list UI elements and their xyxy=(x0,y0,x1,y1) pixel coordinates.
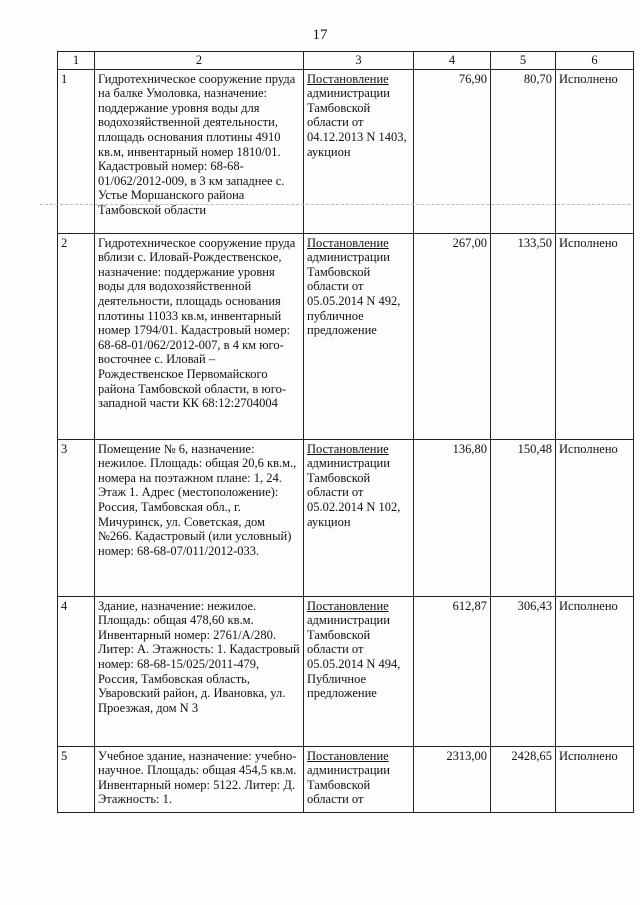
column-header: 4 xyxy=(414,52,491,70)
decree-title: Постановление xyxy=(307,235,389,250)
register-table xyxy=(57,51,634,813)
decree-title: Постановление xyxy=(307,598,389,613)
status-cell: Исполнено xyxy=(556,439,634,596)
scan-artifact-dashed-line xyxy=(40,204,630,205)
row-number: 1 xyxy=(58,69,95,233)
value-col4: 76,90 xyxy=(414,69,491,233)
value-col5: 150,48 xyxy=(491,439,556,596)
value-col5: 80,70 xyxy=(491,69,556,233)
column-header: 2 xyxy=(95,52,304,70)
decree-reference xyxy=(304,746,414,812)
value-col5: 133,50 xyxy=(491,233,556,439)
status-cell: Исполнено xyxy=(556,596,634,746)
table-row xyxy=(58,69,634,233)
column-header: 6 xyxy=(556,52,634,70)
table-header-row xyxy=(58,52,634,70)
object-description: Гидротехническое сооружение пруда на балке Умоловка, назначение: поддержание уровня воды для водохозяйственной деятельности, площадь основания плотины 4910 кв.м, инвентарный номер 1810/01. Кадастровый номер: 68-68-01/062/2012-009, в 3 км западнее с. Устье Моршанского района Тамбовской области xyxy=(95,69,304,233)
column-header: 1 xyxy=(58,52,95,70)
status-cell: Исполнено xyxy=(556,233,634,439)
value-col4: 136,80 xyxy=(414,439,491,596)
status-cell: Исполнено xyxy=(556,69,634,233)
table-row xyxy=(58,596,634,746)
table-row xyxy=(58,439,634,596)
row-number: 5 xyxy=(58,746,95,812)
row-number: 4 xyxy=(58,596,95,746)
decree-reference xyxy=(304,439,414,596)
decree-details: администрации Тамбовской области от 05.02.2014 N 102, аукцион xyxy=(307,456,401,529)
decree-details: администрации Тамбовской области от 05.05.2014 N 492, публичное предложение xyxy=(307,250,401,338)
object-description: Учебное здание, назначение: учебно-научное. Площадь: общая 454,5 кв.м. Инвентарный номер: 5122. Литер: Д. Этажность: 1. xyxy=(95,746,304,812)
decree-title: Постановление xyxy=(307,748,389,763)
decree-reference xyxy=(304,69,414,233)
decree-title: Постановление xyxy=(307,441,389,456)
status-cell: Исполнено xyxy=(556,746,634,812)
table-row xyxy=(58,746,634,812)
object-description: Гидротехническое сооружение пруда вблизи с. Иловай-Рождественское, назначение: поддержание уровня воды для водохозяйственной деятельности, площадь основания плотины 11033 кв.м, инвентарный номер 1794/01. Кадастровый номер: 68-68-01/062/2012-007, в 4 км юго-восточнее с. Иловай – Рождественское Первомайского района Тамбовской области, в юго-западной части КК 68:12:2704004 xyxy=(95,233,304,439)
column-header: 3 xyxy=(304,52,414,70)
row-number: 2 xyxy=(58,233,95,439)
page-number: 17 xyxy=(312,27,328,43)
decree-details: администрации Тамбовской области от 05.05.2014 N 494, Публичное предложение xyxy=(307,613,401,701)
object-description: Здание, назначение: нежилое. Площадь: общая 478,60 кв.м. Инвентарный номер: 2761/А/280. Литер: А. Этажность: 1. Кадастровый номер: 68-68-15/025/2011-479, Россия, Тамбовская область, Уваровский район, д. Ивановка, ул. Проезжая, дом N 3 xyxy=(95,596,304,746)
value-col5: 306,43 xyxy=(491,596,556,746)
value-col4: 612,87 xyxy=(414,596,491,746)
row-number: 3 xyxy=(58,439,95,596)
value-col5: 2428,65 xyxy=(491,746,556,812)
object-description: Помещение № 6, назначение: нежилое. Площадь: общая 20,6 кв.м., номера на поэтажном плане: 1, 24. Этаж 1. Адрес (местоположение): Россия, Тамбовская обл., г. Мичуринск, ул. Советская, дом №266. Кадастровый (или условный) номер: 68-68-07/011/2012-033. xyxy=(95,439,304,596)
decree-title: Постановление xyxy=(307,71,389,86)
decree-reference xyxy=(304,233,414,439)
decree-details: администрации Тамбовской области от 04.12.2013 N 1403, аукцион xyxy=(307,86,407,159)
decree-details: администрации Тамбовской области от xyxy=(307,763,390,807)
decree-reference xyxy=(304,596,414,746)
column-header: 5 xyxy=(491,52,556,70)
value-col4: 267,00 xyxy=(414,233,491,439)
value-col4: 2313,00 xyxy=(414,746,491,812)
table-row xyxy=(58,233,634,439)
